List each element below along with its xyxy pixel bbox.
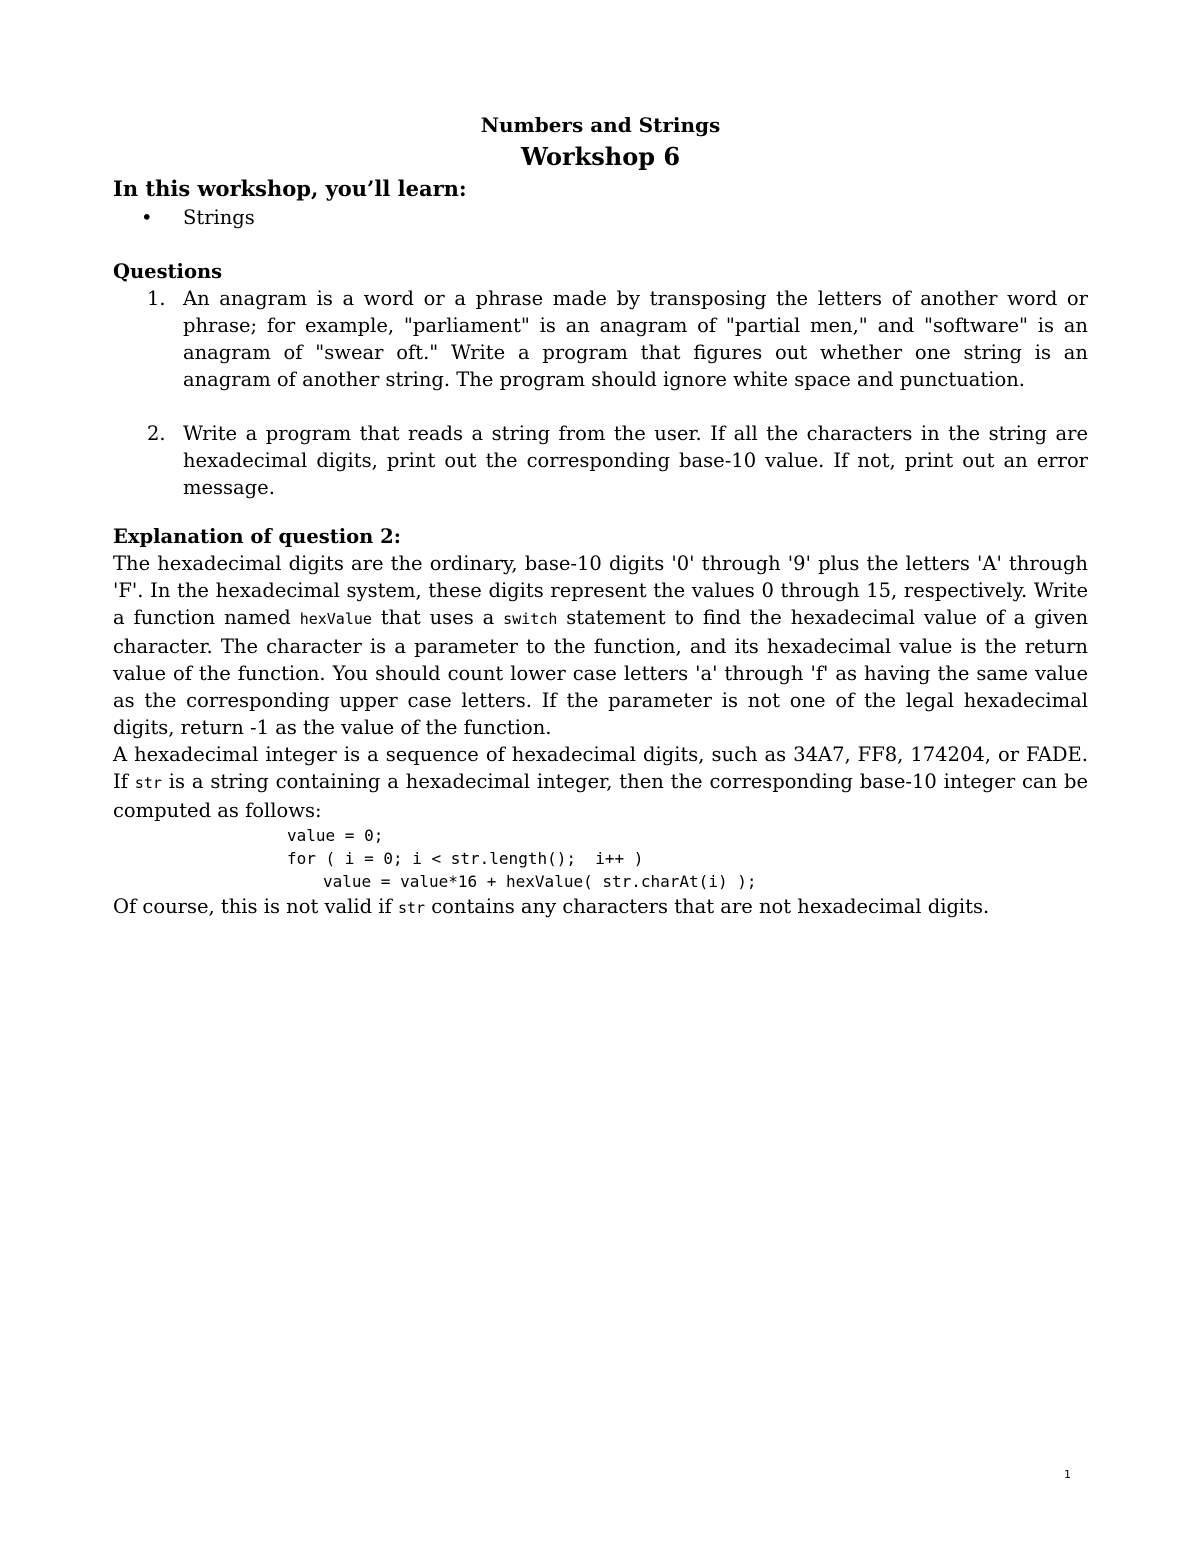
learn-heading: In this workshop, you’ll learn:: [113, 176, 467, 201]
paragraph-text: is a string containing a hexadecimal integer, then the corresponding base-10 integer can be computed as follows:: [113, 770, 1089, 822]
question-text: Write a program that reads a string from the user. If all the characters in the string are hexadecimal digits, print out the corresponding base-10 value. If not, print out an error message.: [183, 422, 1088, 499]
bullet-icon: •: [141, 206, 153, 229]
explanation-paragraph-2: [113, 741, 1088, 824]
explanation-paragraph-1: [113, 550, 1088, 741]
paragraph-text: The hexadecimal digits are the ordinary, base-10 digits '0' through '9' plus the letters 'A' through 'F'. In the hexadecimal system, these digits represent the values 0 through 15, respectively. Write a function named: [113, 552, 1088, 629]
learn-item-text: Strings: [183, 206, 255, 229]
code-line: value = value*16 + hexValue( str.charAt(i) );: [323, 872, 757, 891]
code-line: value = 0;: [287, 826, 384, 845]
document-subtitle: Numbers and Strings: [480, 113, 721, 137]
paragraph-text: contains any characters that are not hexadecimal digits.: [425, 895, 990, 918]
paragraph-text: statement to find the hexadecimal value of a given character. The character is a parameter to the function, and its hexadecimal value is the return value of the function. You should count lower case letters 'a' through 'f' as having the same value as the corresponding upper case letters. If the parameter is not one of the legal hexadecimal digits, return -1 as the value of the function.: [113, 606, 1089, 739]
question-number: 1.: [147, 287, 166, 310]
explanation-paragraph-3: [113, 893, 1088, 922]
code-block: [113, 824, 1088, 893]
learn-list: [113, 204, 1088, 231]
page-number: 1: [1064, 1468, 1071, 1481]
inline-code: str: [134, 774, 162, 792]
question-item: [113, 420, 1088, 501]
paragraph-text: Of course, this is not valid if: [113, 895, 398, 918]
explanation-heading: Explanation of question 2:: [113, 525, 401, 548]
document-title: Workshop 6: [520, 142, 681, 171]
question-item: [113, 285, 1088, 393]
document-page: [113, 110, 1088, 922]
inline-code: str: [397, 899, 426, 917]
question-text: An anagram is a word or a phrase made by transposing the letters of another word or phrase; for example, "parliament" is an anagram of "partial men," and "software" is an anagram of "swear oft." Write a program that figures out whether one string is an anagram of another string. The program should ignore white space and punctuation.: [183, 287, 1088, 391]
inline-code: hexValue: [299, 610, 372, 628]
paragraph-text: A hexadecimal integer is a sequence of hexadecimal digits, such as 34A7, FF8, 174204, or FADE. If: [113, 743, 1088, 793]
inline-code: switch: [503, 610, 558, 628]
questions-heading: Questions: [113, 260, 223, 283]
paragraph-text: that uses a: [371, 606, 504, 629]
learn-list-item: [113, 204, 1088, 231]
code-line: for ( i = 0; i < str.length(); i++ ): [287, 849, 644, 868]
question-number: 2.: [147, 422, 166, 445]
